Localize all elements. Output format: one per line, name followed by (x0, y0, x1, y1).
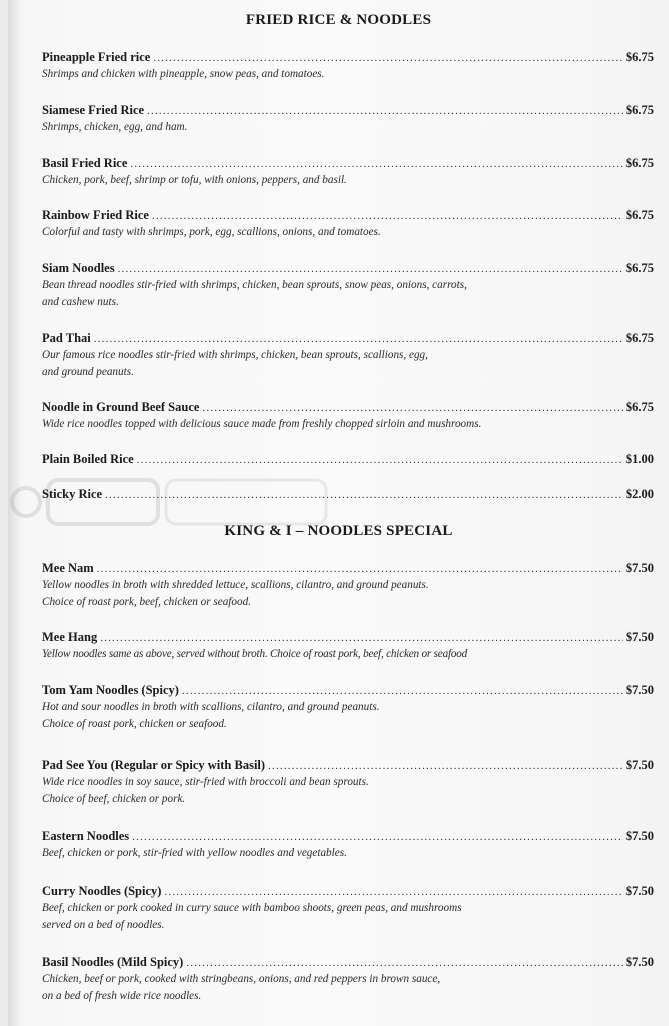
item-name: Eastern Noodles (42, 829, 130, 843)
item-description: Chicken, pork, beef, shrimp or tofu, with onions, peppers, and basil. (42, 174, 347, 186)
item-price: $6.75 (625, 400, 654, 414)
item-price: $6.75 (625, 103, 654, 117)
item-name: Noodle in Ground Beef Sauce (42, 400, 200, 414)
item-name: Pad See You (Regular or Spicy with Basil) (42, 758, 266, 772)
item-name: Mee Nam (42, 561, 94, 575)
item-price: $7.50 (625, 561, 654, 575)
item-name: Siam Noodles (42, 261, 115, 275)
menu-item-mee-nam (42, 561, 654, 611)
item-name: Plain Boiled Rice (42, 452, 134, 466)
item-price: $7.50 (625, 758, 654, 772)
item-name: Tom Yam Noodles (Spicy) (42, 683, 179, 697)
item-price: $7.50 (625, 683, 654, 697)
item-price: $6.75 (625, 50, 654, 64)
item-price: $6.75 (625, 331, 654, 345)
item-description: Shrimps and chicken with pineapple, snow peas, and tomatoes. (42, 68, 325, 80)
item-name: Mee Hang (42, 630, 98, 644)
menu-item-siam-noodles (42, 261, 654, 311)
item-name: Curry Noodles (Spicy) (42, 884, 162, 898)
menu-item-curry-noodles (42, 884, 654, 934)
item-description: Yellow noodles same as above, served without broth. Choice of roast pork, beef, chicken or seafood (42, 648, 468, 660)
item-name: Siamese Fried Rice (42, 103, 145, 117)
item-price: $6.75 (625, 156, 654, 170)
menu-item-mee-hang (42, 630, 654, 663)
item-description: Wide rice noodles topped with delicious sauce made from freshly chopped sirloin and mushrooms. (42, 418, 482, 430)
item-description: and cashew nuts. (42, 296, 119, 308)
item-description: Bean thread noodles stir-fried with shrimps, chicken, bean sprouts, snow peas, onions, carrots, (42, 279, 467, 291)
item-price: $7.50 (625, 630, 654, 644)
item-description: Hot and sour noodles in broth with scallions, cilantro, and ground peanuts. (42, 701, 380, 713)
item-description: Choice of roast pork, beef, chicken or seafood. (42, 596, 251, 608)
item-description: Choice of beef, chicken or pork. (42, 793, 186, 805)
item-description: Wide rice noodles in soy sauce, stir-fried with broccoli and bean sprouts. (42, 776, 369, 788)
menu-item-noodle-ground-beef-sauce (42, 400, 654, 433)
item-name: Basil Noodles (Mild Spicy) (42, 955, 184, 969)
section-title-noodles-special: KING & I – NOODLES SPECIAL (224, 523, 453, 539)
item-name: Basil Fried Rice (42, 156, 128, 170)
menu-item-plain-boiled-rice (42, 452, 654, 468)
item-price: $7.50 (625, 955, 654, 969)
item-price: $7.50 (625, 829, 654, 843)
item-description: Beef, chicken or pork cooked in curry sauce with bamboo shoots, green peas, and mushrooms (42, 902, 462, 914)
item-price: $1.00 (625, 452, 654, 466)
item-description: and ground peanuts. (42, 366, 134, 378)
menu-item-pad-thai (42, 331, 654, 381)
item-description: on a bed of fresh wide rice noodles. (42, 990, 202, 1002)
section-title-fried-rice-noodles: FRIED RICE & NOODLES (245, 12, 432, 28)
item-price: $6.75 (625, 261, 654, 275)
item-description: Shrimps, chicken, egg, and ham. (42, 121, 188, 133)
menu-item-pad-see-you (42, 758, 654, 808)
item-name: Pineapple Fried rice (42, 50, 151, 64)
menu-item-rainbow-fried-rice (42, 208, 654, 241)
menu-item-pineapple-fried-rice (42, 50, 654, 83)
item-name: Pad Thai (42, 331, 91, 345)
item-price: $7.50 (625, 884, 654, 898)
menu-item-tom-yam-noodles (42, 683, 654, 733)
menu-page (8, 0, 669, 1026)
item-description: served on a bed of noodles. (42, 919, 165, 931)
item-price: $6.75 (625, 208, 654, 222)
menu-item-basil-fried-rice (42, 156, 654, 189)
menu-item-eastern-noodles (42, 829, 654, 862)
item-price: $2.00 (625, 487, 654, 501)
item-description: Choice of roast pork, chicken or seafood. (42, 718, 227, 730)
item-name: Rainbow Fried Rice (42, 208, 149, 222)
item-description: Colorful and tasty with shrimps, pork, egg, scallions, onions, and tomatoes. (42, 226, 381, 238)
menu-item-basil-noodles (42, 955, 654, 1005)
item-description: Chicken, beef or pork, cooked with stringbeans, onions, and red peppers in brown sauce, (42, 973, 441, 985)
item-description: Yellow noodles in broth with shredded lettuce, scallions, cilantro, and ground peanuts. (42, 579, 429, 591)
menu-item-siamese-fried-rice (42, 103, 654, 136)
item-name: Sticky Rice (42, 487, 103, 501)
item-description: Beef, chicken or pork, stir-fried with yellow noodles and vegetables. (42, 847, 347, 859)
menu-item-sticky-rice (42, 487, 654, 503)
item-description: Our famous rice noodles stir-fried with shrimps, chicken, bean sprouts, scallions, egg, (42, 349, 428, 361)
